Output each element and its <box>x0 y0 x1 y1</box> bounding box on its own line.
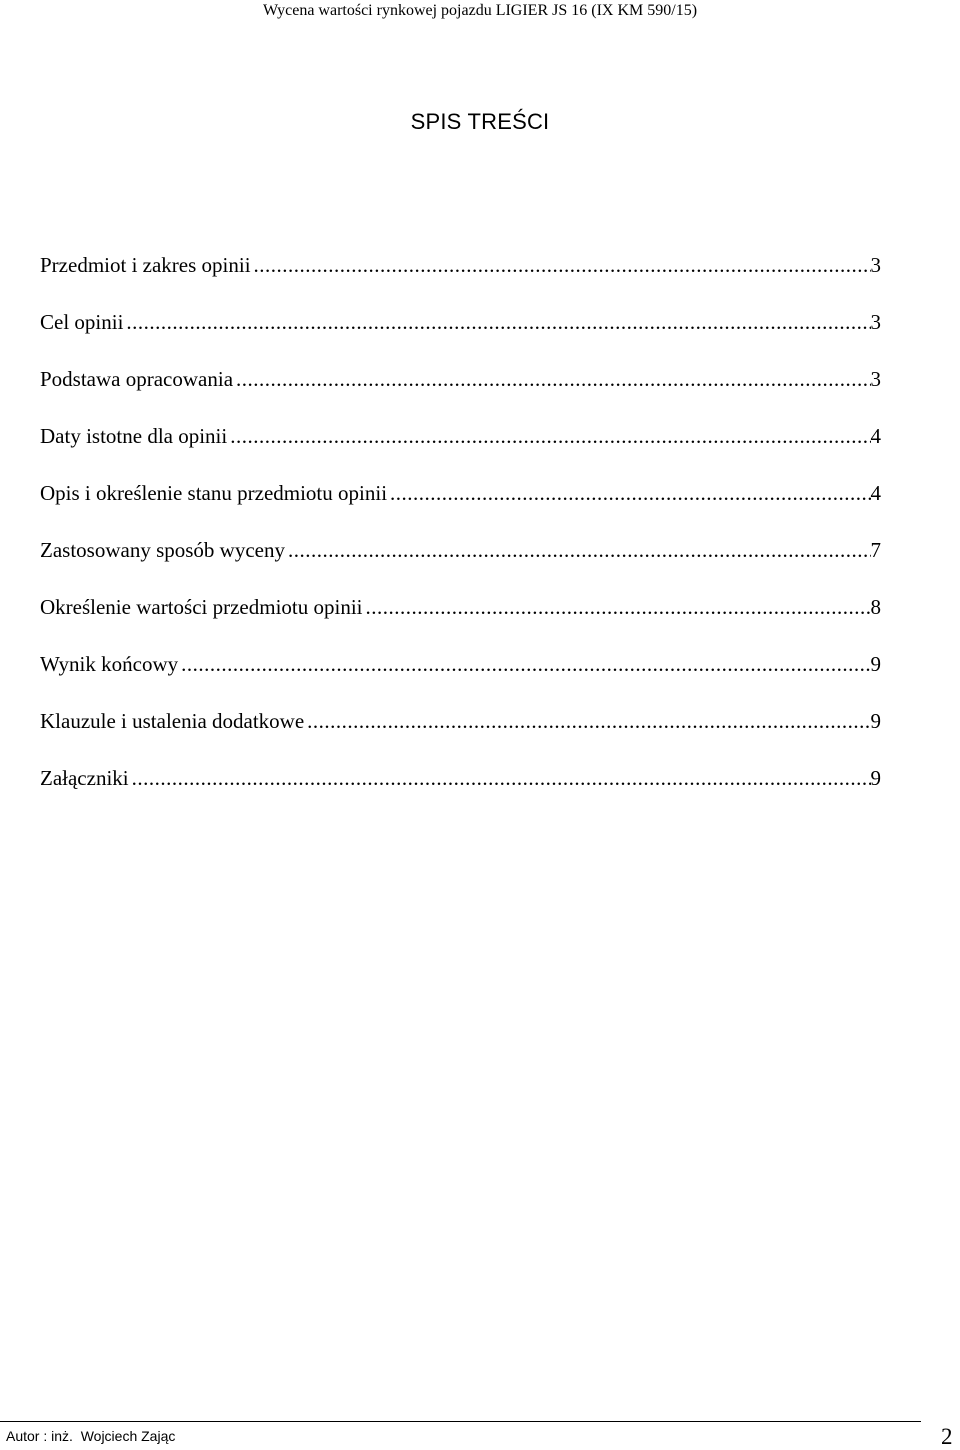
toc-entry-page: 7 <box>870 538 881 562</box>
toc-entry-page: 9 <box>870 766 881 790</box>
table-of-contents <box>40 251 881 821</box>
toc-entry <box>40 422 881 479</box>
toc-entry-text: Określenie wartości przedmiotu opinii <box>40 595 363 619</box>
toc-entry-page: 9 <box>870 652 881 676</box>
toc-dot-leader <box>230 422 870 450</box>
toc-entry-text: Daty istotne dla opinii <box>40 424 228 448</box>
toc-dot-leader <box>366 593 871 621</box>
footer-author: Autor : inż. Wojciech Zając <box>6 1428 176 1444</box>
toc-entry <box>40 593 881 650</box>
toc-dot-leader <box>288 536 871 564</box>
toc-entry-text: Cel opinii <box>40 310 124 334</box>
toc-entry <box>40 251 881 308</box>
footer-divider <box>0 1421 921 1422</box>
toc-entry-page: 4 <box>870 424 881 448</box>
toc-entry <box>40 479 881 536</box>
toc-entry-page: 3 <box>870 310 881 334</box>
toc-entry <box>40 536 881 593</box>
toc-entry-page: 8 <box>870 595 881 619</box>
toc-entry-text: Zastosowany sposób wyceny <box>40 538 285 562</box>
toc-dot-leader <box>181 650 870 678</box>
toc-entry-page: 3 <box>870 367 881 391</box>
toc-dot-leader <box>254 251 871 279</box>
toc-entry <box>40 650 881 707</box>
toc-entry <box>40 764 881 821</box>
toc-entry-text: Klauzule i ustalenia dodatkowe <box>40 709 305 733</box>
toc-dot-leader <box>236 365 870 393</box>
toc-entry-text: Podstawa opracowania <box>40 367 234 391</box>
toc-dot-leader <box>126 308 870 336</box>
toc-dot-leader <box>390 479 870 507</box>
toc-entry-page: 9 <box>870 709 881 733</box>
toc-entry-page: 4 <box>870 481 881 505</box>
toc-dot-leader <box>132 764 871 792</box>
toc-entry <box>40 365 881 422</box>
page-number: 2 <box>941 1424 953 1449</box>
toc-entry-page: 3 <box>870 253 881 277</box>
toc-entry-text: Załączniki <box>40 766 129 790</box>
toc-entry <box>40 308 881 365</box>
toc-entry-text: Przedmiot i zakres opinii <box>40 253 251 277</box>
toc-heading: SPIS TREŚCI <box>410 109 550 134</box>
toc-entry <box>40 707 881 764</box>
running-header-title: Wycena wartości rynkowej pojazdu LIGIER JS 16 (IX KM 590/15) <box>262 2 698 19</box>
toc-dot-leader <box>307 707 870 735</box>
toc-entry-text: Wynik końcowy <box>40 652 179 676</box>
toc-entry-text: Opis i określenie stanu przedmiotu opinii <box>40 481 388 505</box>
